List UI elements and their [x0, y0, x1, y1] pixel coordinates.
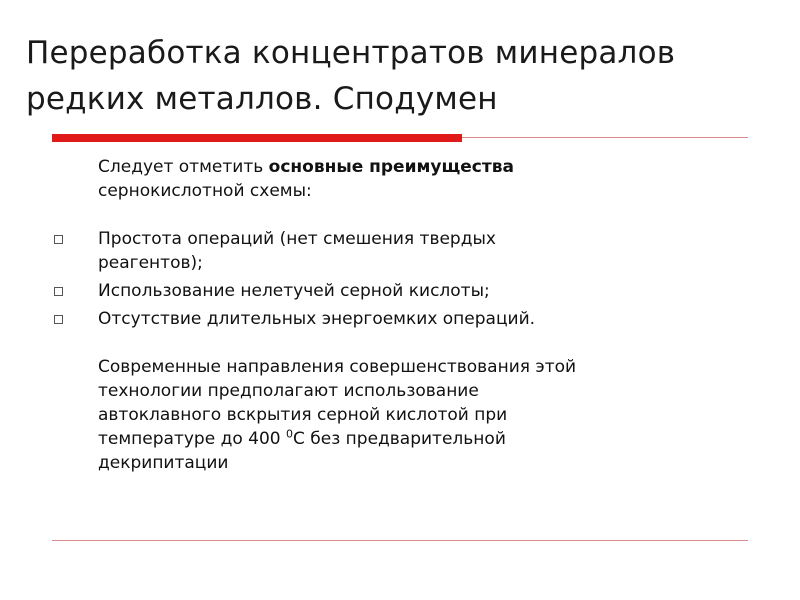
closing-line-2: технологии предполагают использование: [98, 381, 479, 401]
slide-title: [26, 30, 786, 122]
square-bullet-icon: [54, 235, 63, 244]
intro-paragraph: [50, 155, 750, 203]
bottom-divider: [52, 540, 748, 541]
degree-superscript: 0: [286, 427, 293, 441]
slide-content: [50, 155, 750, 475]
bullet-2-line-1: Использование нелетучей серной кислоты;: [98, 281, 490, 301]
closing-line-4: [98, 427, 750, 451]
title-divider-accent: [52, 134, 462, 142]
bullet-1-line-1: Простота операций (нет смешения твердых: [98, 229, 496, 249]
intro-line-2: сернокислотной схемы:: [98, 181, 312, 201]
square-bullet-icon: [54, 315, 63, 324]
bullet-item: [50, 227, 750, 275]
closing-line-5: декрипитации: [98, 453, 229, 473]
closing-line-3: автоклавного вскрытия серной кислотой при: [98, 405, 508, 425]
closing-line-1: Современные направления совершенствования этой: [98, 357, 577, 377]
bullet-3-line-1: Отсутствие длительных энергоемких операций.: [98, 309, 536, 329]
intro-line-1: [98, 155, 750, 179]
square-bullet-icon: [54, 287, 63, 296]
closing-line-4-post: С без предварительной: [293, 429, 506, 449]
bullet-1-line-2: реагентов);: [98, 253, 203, 273]
title-line-1: Переработка концентратов минералов: [26, 35, 676, 71]
closing-line-4-pre: температуре до 400: [98, 429, 286, 449]
closing-paragraph: [50, 355, 750, 475]
intro-bold: основные преимущества: [268, 157, 514, 177]
bullet-item: [50, 279, 750, 303]
intro-prefix: Следует отметить: [98, 157, 269, 177]
title-line-2: редких металлов. Сподумен: [26, 81, 498, 117]
bullet-item: [50, 307, 750, 331]
